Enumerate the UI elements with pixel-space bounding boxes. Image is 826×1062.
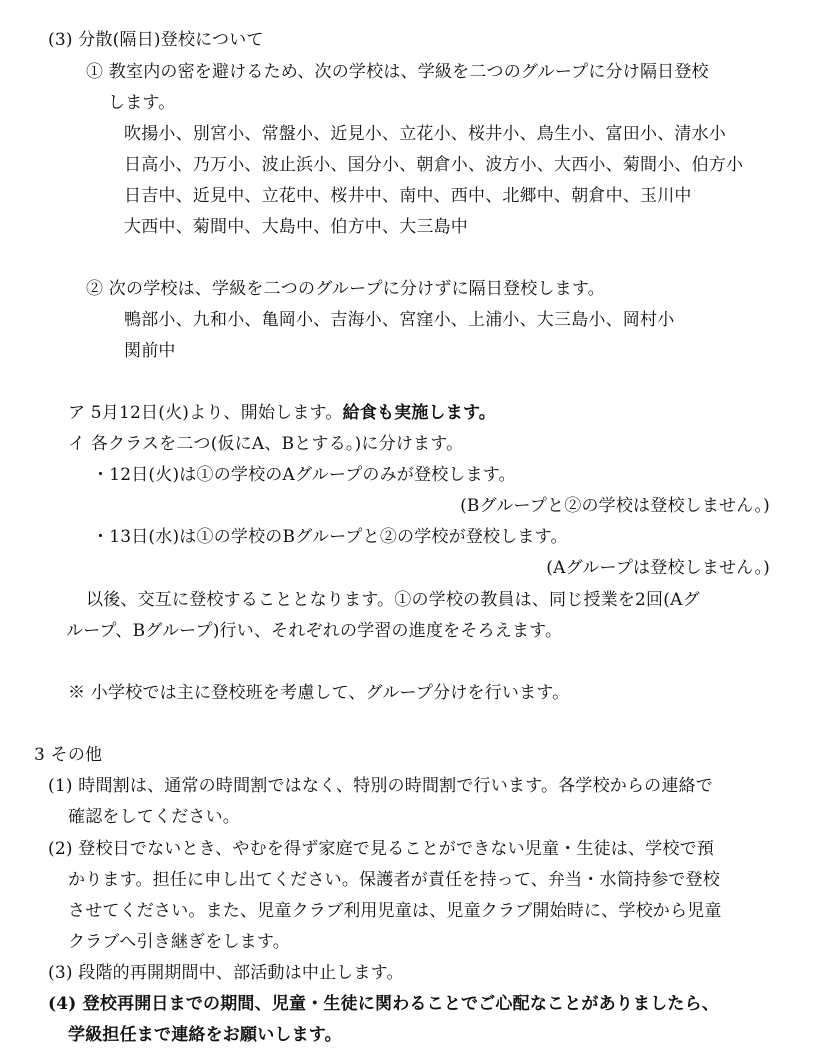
- other-p4-line2: 学級担任まで連絡をお願いします。: [68, 1025, 342, 1045]
- item2-school-list-2: 関前中: [124, 341, 176, 361]
- item1-school-list-3: 日吉中、近見中、立花中、桜井中、南中、西中、北郷中、朝倉中、玉川中: [124, 186, 692, 206]
- item1-school-list-1: 吹揚小、別宮小、常盤小、近見小、立花小、桜井小、鳥生小、富田小、清水小: [124, 124, 726, 144]
- other-p2-line4: クラブへ引き継ぎをします。: [68, 932, 290, 952]
- other-p2-line1: (2) 登校日でないとき、やむを得ず家庭で見ることができない児童・生徒は、学校で預: [48, 839, 715, 859]
- other-p2-line2: かります。担任に申し出てください。保護者が責任を持って、弁当・水筒持参で登校: [68, 870, 720, 890]
- point-a: [68, 402, 496, 424]
- item1-school-list-4: 大西中、菊間中、大島中、伯方中、大三島中: [124, 217, 468, 237]
- after-line1: 以後、交互に登校することとなります。①の学校の教員は、同じ授業を2回(Aグ: [86, 590, 700, 610]
- after-line2: ループ、Bグループ)行い、それぞれの学習の進度をそろえます。: [66, 621, 563, 641]
- day12-note: (Bグループと②の学校は登校しません。): [460, 496, 770, 516]
- other-p1-line1: (1) 時間割は、通常の時間割ではなく、特別の時間割で行います。各学校からの連絡で: [48, 776, 713, 796]
- section-heading-dispersed-attendance: (3) 分散(隔日)登校について: [48, 30, 264, 50]
- point-a-bold: 給食も実施します。: [342, 403, 497, 423]
- day13-line: ・13日(水)は①の学校のBグループと②の学校が登校します。: [92, 527, 568, 547]
- item1-line1: ① 教室内の密を避けるため、次の学校は、学級を二つのグループに分け隔日登校: [86, 62, 709, 82]
- item1-school-list-2: 日高小、乃万小、波止浜小、国分小、朝倉小、波方小、大西小、菊間小、伯方小: [124, 155, 744, 175]
- point-a-text: ア 5月12日(火)より、開始します。: [68, 403, 343, 423]
- other-p3: (3) 段階的再開期間中、部活動は中止します。: [48, 963, 404, 983]
- item2-school-list-1: 鴨部小、九和小、亀岡小、吉海小、宮窪小、上浦小、大三島小、岡村小: [124, 310, 675, 330]
- other-p2-line3: させてください。また、児童クラブ利用児童は、児童クラブ開始時に、学校から児童: [68, 901, 722, 921]
- grouping-note: ※ 小学校では主に登校班を考慮して、グループ分けを行います。: [68, 683, 570, 703]
- other-p4-line1: (4) 登校再開日までの期間、児童・生徒に関わることでご心配なことがありましたら、: [48, 994, 720, 1014]
- point-i: イ 各クラスを二つ(仮にA、Bとする。)に分けます。: [68, 434, 464, 454]
- item1-line2: します。: [108, 93, 176, 113]
- day12-line: ・12日(火)は①の学校のAグループのみが登校します。: [92, 465, 516, 485]
- section-heading-other: 3 その他: [34, 745, 103, 765]
- day13-note: (Aグループは登校しません。): [546, 558, 770, 578]
- other-p1-line2: 確認をしてください。: [68, 807, 240, 827]
- item2-line1: ② 次の学校は、学級を二つのグループに分けずに隔日登校します。: [86, 279, 605, 299]
